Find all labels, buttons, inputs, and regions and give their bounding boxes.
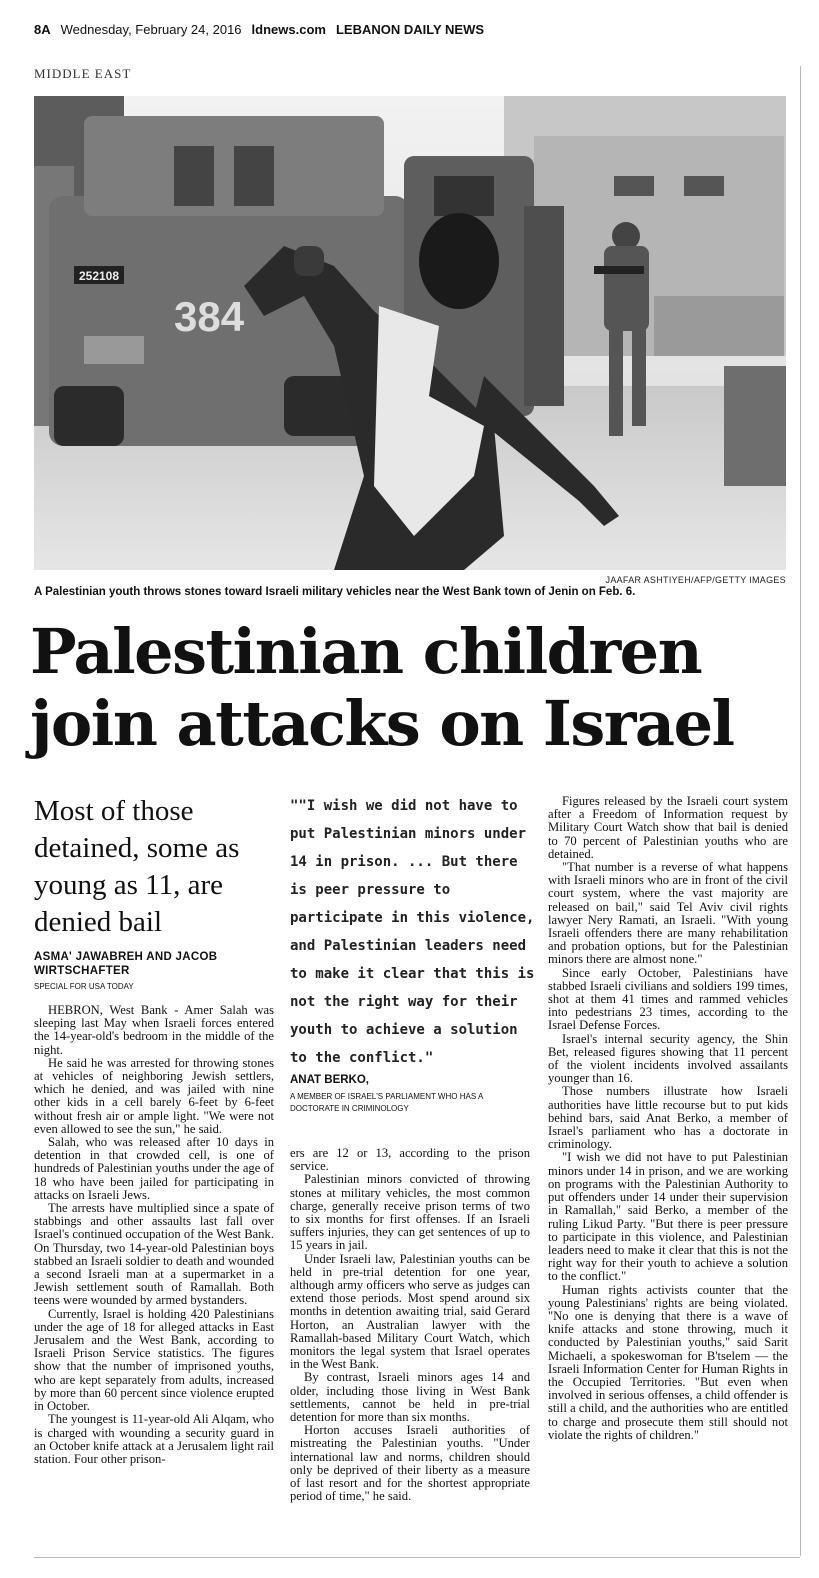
- paragraph: He said he was arrested for throwing stones at vehicles of neighboring Jewish settlers, which he denied, and was jailed with nine other kids in a cell barely 6-feet by 6-feet without fresh air or ample light. "We were not even allowed to see the sun," he said.: [34, 1055, 274, 1136]
- issue-date: Wednesday, February 24, 2016: [60, 22, 242, 37]
- photo-illustration: [34, 96, 786, 570]
- folio-line: [34, 22, 494, 37]
- photo-caption: A Palestinian youth throws stones toward Israeli military vehicles near the West Bank town of Jenin on Feb. 6.: [34, 586, 636, 598]
- article-column-1: [34, 1004, 274, 1466]
- byline-affiliation: SPECIAL FOR USA TODAY: [34, 982, 134, 991]
- paragraph: HEBRON, West Bank - Amer Salah was sleeping last May when Israeli forces entered the 14-year-old's bedroom in the middle of the night.: [34, 1003, 274, 1057]
- paragraph: Salah, who was released after 10 days in detention in that crowded cell, is one of hundreds of Palestinian youths under the age of 18 who have been jailed for participating in attacks on Israeli Jews.: [34, 1135, 274, 1202]
- paragraph: Figures released by the Israeli court system after a Freedom of Information request by Military Court Watch show that bail is denied to 70 percent of Palestinian youths who are detained.: [548, 794, 788, 861]
- article-column-3: [548, 795, 788, 1442]
- vehicle-plate: 252108: [78, 269, 120, 283]
- paragraph: Currently, Israel is holding 420 Palestinians under the age of 18 for alleged attacks in East Jerusalem and the West Bank, according to Israeli Prison Service statistics. The figures show that the number of imprisoned youths, who are kept separately from adults, increased by more than 60 percent since violence erupted in October.: [34, 1306, 274, 1414]
- vehicle-number: 384: [174, 293, 245, 340]
- paragraph: "That number is a reverse of what happens with Israeli minors who are in front of the civil court system, where the vast majority are released on bail," said Tel Aviv civil rights lawyer Nery Ramati, an Israeli. "With young Israeli offenders there are many rehabilitation and probation options, but for the Palestinian minors there are almost none.": [548, 860, 788, 967]
- paragraph: The youngest is 11-year-old Ali Alqam, who is charged with wounding a security guard in an October knife attack at a Jerusalem light rail station. Four other prison-: [34, 1412, 274, 1466]
- paragraph: Human rights activists counter that the young Palestinians' rights are being violated. "No one is denying that there is a wave of knife attacks and stone throwing, much it conducted by Palestinian youths," said Sarit Michaeli, a spokeswoman for B'tselem — the Israeli Information Center for Human Rights in the Occupied Territories. "But even when involved in serious offenses, a child offender is still a child, and the authorities who are entitled to charge and prosecute them still should not violate the rights of children.": [548, 1282, 788, 1442]
- paragraph: Those numbers illustrate how Israeli authorities have little recourse but to put kids behind bars, said Anat Berko, a member of Israel's parliament who has a doctorate in criminology.: [548, 1084, 788, 1152]
- paragraph: "I wish we did not have to put Palestinian minors under 14 in prison, and we are working on programs with the Palestinian Authority to put offenders under 14 under their supervision in Ramallah," said Berko, a member of the ruling Likud Party. "But there is peer pressure to participate in this violence, and Palestinian leaders need to make it clear that this is not the right way for their youth to achieve a solution to the conflict.": [548, 1150, 788, 1284]
- subheadline: Most of those detained, some as young as 11, are denied bail: [34, 795, 240, 938]
- paragraph: Palestinian minors convicted of throwing stones at military vehicles, the most common charge, generally receive prison terms of two to six months for first offenses. If an Israeli suffers injuries, they can get sentences of up to 15 years in jail.: [290, 1172, 530, 1253]
- bottom-rule: [34, 1557, 800, 1558]
- site-name: ldnews.com: [251, 22, 326, 37]
- paragraph: Israel's internal security agency, the Shin Bet, released figures showing that 11 percent of the violent incidents involved assailants younger than 16.: [548, 1031, 788, 1086]
- paragraph: By contrast, Israeli minors ages 14 and older, including those living in West Bank settlements, cannot be held in pre-trial detention for more than six months.: [290, 1370, 530, 1425]
- paper-name: LEBANON DAILY NEWS: [335, 22, 485, 37]
- paragraph: The arrests have multiplied since a spate of stabbings and other assaults last fall over Israel's continued occupation of the West Bank. On Thursday, two 14-year-old Palestinian boys stabbed an Israeli soldier to death and wounded a second Israeli man at a supermarket in a Jewish settlement south of Ramallah. Both teens were wounded by armed bystanders.: [34, 1201, 274, 1308]
- photo-credit: JAAFAR ASHTIYEH/AFP/GETTY IMAGES: [605, 575, 786, 585]
- article-column-2: [290, 1147, 530, 1503]
- byline: ASMA' JAWABREH AND JACOB WIRTSCHAFTER: [34, 951, 218, 977]
- news-photo: [34, 96, 786, 570]
- page-number: 8A: [34, 22, 51, 37]
- pull-quote-title: A MEMBER OF ISRAEL'S PARLIAMENT WHO HAS A DOCTORATE IN CRIMINOLOGY: [290, 1092, 483, 1113]
- paragraph: Since early October, Palestinians have stabbed Israeli civilians and soldiers 199 times, shot at them 41 times and rammed vehicles into pedestrians 23 times, according to the Israel Defense Forces.: [548, 965, 788, 1033]
- paragraph: ers are 12 or 13, according to the prison service.: [290, 1146, 530, 1174]
- headline: Palestinian children join attacks on Israel: [30, 615, 734, 760]
- section-label: MIDDLE EAST: [34, 66, 132, 81]
- paragraph: Under Israeli law, Palestinian youths can be held in pre-trial detention for one year, although army officers who serve as judges can extend those periods. Most spend around six months in detention awaiting trial, said Gerard Horton, an Australian lawyer with the Ramallah-based Military Court Watch, which monitors the legal system that Israel operates in the West Bank.: [290, 1251, 530, 1372]
- pull-quote: ""I wish we did not have to put Palestinian minors under 14 in prison. ... But there is peer pressure to participate in this violence, and Palestinian leaders need to make it clear that this is not the right way for their youth to achieve a solution to the conflict.": [290, 798, 535, 1066]
- pull-quote-attribution: ANAT BERKO,: [290, 1074, 370, 1086]
- column-divider: [800, 66, 801, 1556]
- paragraph: Horton accuses Israeli authorities of mistreating the Palestinian youths. "Under international law and norms, children should only be deprived of their liberty as a measure of last resort and for the shortest appropriate period of time," he said.: [290, 1423, 530, 1504]
